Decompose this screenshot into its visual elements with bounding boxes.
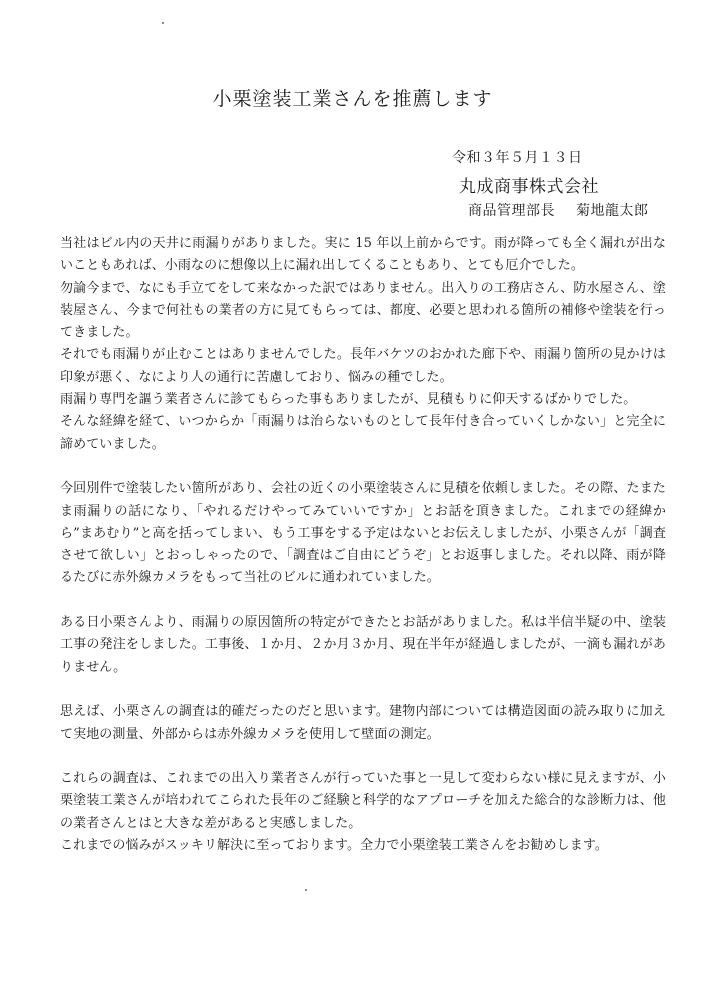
body-paragraph: これまでの悩みがスッキリ解決に至っております。全力で小栗塗装工業さんをお勧めします。 — [60, 838, 608, 854]
paragraph-gap — [60, 746, 666, 768]
body-paragraph: ある日小栗さんより、雨漏りの原因箇所の特定ができたとお話がありました。私は半信半疑の中、塗装工事の発注をしました。工事後、１か月、２か月３か月、現在半年が経過しましたが、一滴も漏れがありません。 — [60, 615, 666, 675]
paragraph-gap — [60, 679, 666, 701]
signer-name: 菊地龍太郎 — [575, 203, 649, 219]
signer-line — [468, 200, 648, 220]
letter-body — [60, 233, 666, 857]
scan-speck — [162, 22, 164, 24]
letter-date: 令和３年５月１３日 — [452, 150, 583, 166]
signer-position: 商品管理部長 — [468, 203, 555, 219]
paragraph-gap — [60, 456, 666, 478]
body-paragraph: 雨漏り専門を謳う業者さんに診てもらった事もありましたが、見積もりに仰天するばかりでした。 — [60, 392, 637, 408]
body-paragraph: 今回別件で塗装したい箇所があり、会社の近くの小栗塗装さんに見積を依頼しました。その際、たまたま雨漏りの話になり、「やれるだけやってみていいですか」とお話を頂きました。これまでの経緯から”まあむり”と高を括ってしまい、もう工事をする予定はないとお伝えしましたが、小栗さんが「調査させて欲しい」とおっしゃったので、「調査はご自由にどうぞ」とお返事しました。それ以降、雨が降るたびに赤外線カメラをもって当社のビルに通われていました。 — [60, 481, 666, 586]
document-title: 小栗塗装工業さんを推薦します — [212, 88, 493, 110]
body-paragraph: そんな経緯を経て、いつからか「雨漏りは治らないものとして長年付き合っていくしかない」と完全に諦めていました。 — [60, 414, 666, 452]
body-paragraph: 当社はビル内の天井に雨漏りがありました。実に 15 年以上前からです。雨が降っても全く漏れが出ないこともあれば、小雨なのに想像以上に漏れ出してくることもあり、とても厄介でした。 — [60, 236, 666, 274]
body-paragraph: 思えば、小栗さんの調査は的確だったのだと思います。建物内部については構造図面の読み取りに加えて実地の測量、外部からは赤外線カメラを使用して壁面の測定。 — [60, 704, 666, 742]
body-paragraph: それでも雨漏りが止むことはありませんでした。長年バケツのおかれた廊下や、雨漏り箇所の見かけは印象が悪く、なにより人の通行に苦慮しており、悩みの種でした。 — [60, 347, 666, 385]
body-paragraph: 勿論今まで、なにも手立てをして来なかった訳ではありません。出入りの工務店さん、防水屋さん、塗装屋さん、今まで何社もの業者の方に見てもらっては、都度、必要と思われる箇所の補修や塗装を行ってきました。 — [60, 280, 666, 341]
body-paragraph: これらの調査は、これまでの出入り業者さんが行っていた事と一見して変わらない様に見えますが、小栗塗装工業さんが培われてこられた長年のご経験と科学的なアプローチを加えた総合的な診断力は、他の業者さんとはと大きな差があると実感しました。 — [60, 771, 666, 831]
scan-speck — [305, 889, 307, 891]
company-name: 丸成商事株式会社 — [459, 177, 599, 197]
paragraph-gap — [60, 590, 666, 612]
